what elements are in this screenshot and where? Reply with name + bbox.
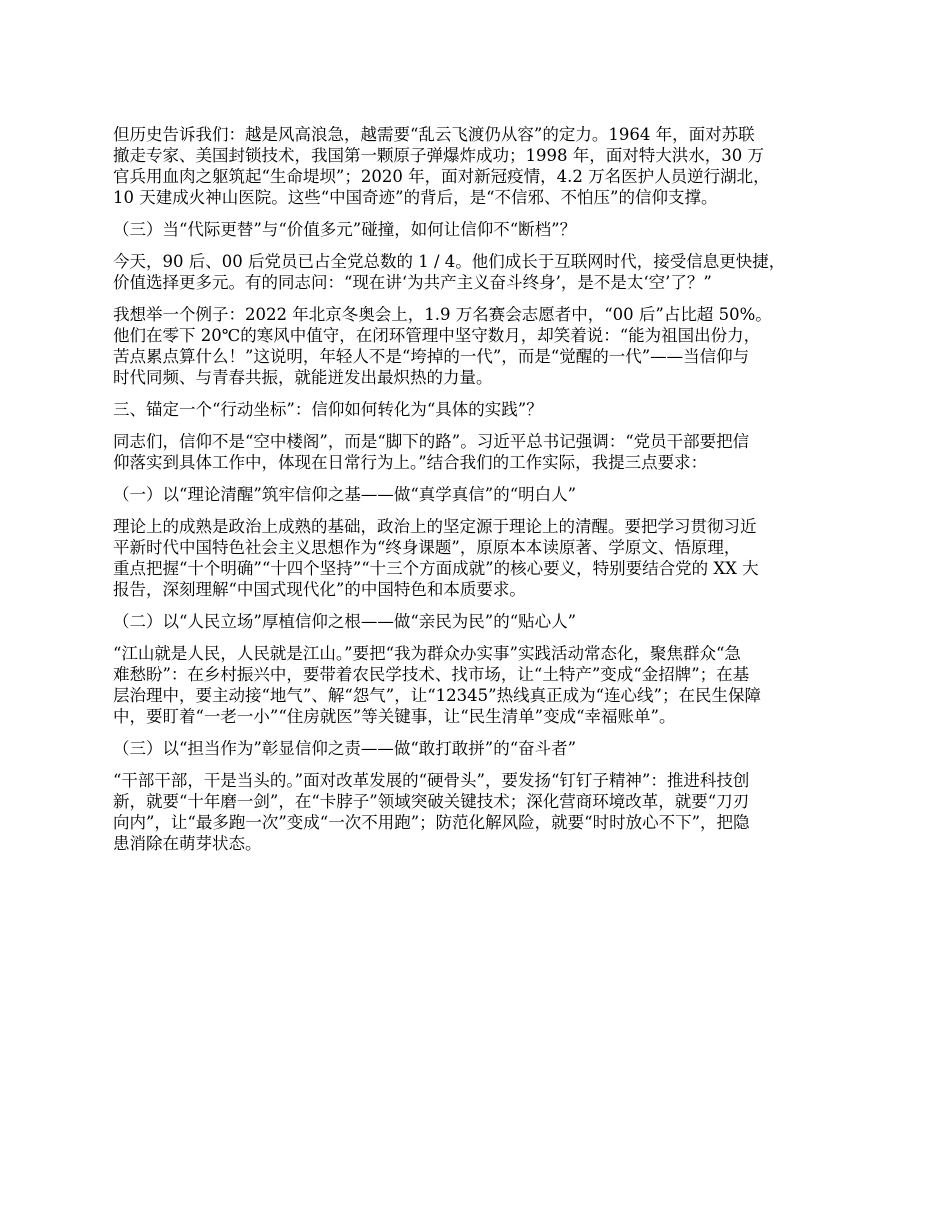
section-heading xyxy=(113,738,858,759)
text-line: 今天，90 后、00 后党员已占全党总数的 1 / 4。他们成长于互联网时代，接受信息更快捷， xyxy=(113,252,786,271)
text-line: 理论上的成熟是政治上成熟的基础，政治上的坚定源于理论上的清醒。要把学习贯彻习近 xyxy=(113,517,757,536)
body-paragraph xyxy=(113,770,858,854)
section-heading xyxy=(113,611,858,632)
text-line: （一）以“理论清醒”筑牢信仰之基——做“真学真信”的“明白人” xyxy=(113,485,577,504)
text-line: 官兵用血肉之躯筑起“生命堤坝”；2020 年，面对新冠疫情，4.2 万名医护人员逆行湖北， xyxy=(113,167,770,186)
text-line: 撤走专家、美国封锁技术，我国第一颗原子弹爆炸成功；1998 年，面对特大洪水，30 万 xyxy=(113,146,764,165)
body-paragraph xyxy=(113,431,858,473)
text-line: 平新时代中国特色社会主义思想作为“终身课题”，原原本本读原著、学原文、悟原理， xyxy=(113,538,741,557)
body-paragraph xyxy=(113,516,858,600)
text-line: 我想举一个例子：2022 年北京冬奥会上，1.9 万名赛会志愿者中，“00 后”占比超 50%。 xyxy=(113,305,772,324)
text-line: “江山就是人民，人民就是江山。”要把“我为群众办实事”实践活动常态化，聚焦群众“急 xyxy=(113,644,741,663)
text-line: 患消除在萌芽状态。 xyxy=(113,834,262,853)
section-heading xyxy=(113,399,858,420)
text-line: 中，要盯着“一老一小”“住房就医”等关键事，让“民生清单”变成“幸福账单”。 xyxy=(113,707,676,726)
text-line: 重点把握“十个明确”“十四个坚持”“十三个方面成就”的核心要义，特别要结合党的 XX 大 xyxy=(113,559,759,578)
text-line: 仰落实到具体工作中，体现在日常行为上。”结合我们的工作实际，我提三点要求： xyxy=(113,453,708,472)
section-heading xyxy=(113,484,858,505)
text-line: 他们在零下 20℃的寒风中值守，在闭环管理中坚守数月，却笑着说：“能为祖国出份力， xyxy=(113,326,761,345)
text-line: 苦点累点算什么！”这说明，年轻人不是“垮掉的一代”，而是“觉醒的一代”——当信仰与 xyxy=(113,347,750,366)
text-line: 层治理中，要主动接“地气”、解“怨气”，让“12345”热线真正成为“连心线”；在民生保障 xyxy=(113,686,761,705)
text-line: 难愁盼”：在乡村振兴中，要带着农民学技术、找市场，让“土特产”变成“金招牌”；在基 xyxy=(113,665,750,684)
body-paragraph xyxy=(113,304,858,388)
text-line: 新，就要“十年磨一剑”，在“卡脖子”领域突破关键技术；深化营商环境改革，就要“刀刃 xyxy=(113,792,750,811)
body-paragraph xyxy=(113,124,858,208)
section-heading xyxy=(113,219,858,240)
document-body xyxy=(113,124,858,865)
body-paragraph xyxy=(113,643,858,727)
text-line: 三、锚定一个“行动坐标”：信仰如何转化为“具体的实践”？ xyxy=(113,400,543,419)
text-line: 时代同频、与青春共振，就能迸发出最炽热的力量。 xyxy=(113,368,493,387)
text-line: 价值选择更多元。有的同志问：“现在讲‘为共产主义奋斗终身’，是不是太‘空’了？” xyxy=(113,273,712,292)
text-line: （三）以“担当作为”彰显信仰之责——做“敢打敢拼”的“奋斗者” xyxy=(113,739,577,758)
text-line: 报告，深刻理解“中国式现代化”的中国特色和本质要求。 xyxy=(113,580,526,599)
text-line: “干部干部，干是当头的。”面对改革发展的“硬骨头”，要发扬“钉钉子精神”：推进科技创 xyxy=(113,771,750,790)
body-paragraph xyxy=(113,251,858,293)
text-line: 同志们，信仰不是“空中楼阁”，而是“脚下的路”。习近平总书记强调：“党员干部要把信 xyxy=(113,432,750,451)
text-line: 向内”，让“最多跑一次”变成“一次不用跑”；防范化解风险，就要“时时放心不下”，把隐 xyxy=(113,813,750,832)
text-line: （二）以“人民立场”厚植信仰之根——做“亲民为民”的“贴心人” xyxy=(113,612,577,631)
text-line: 但历史告诉我们：越是风高浪急，越需要“乱云飞渡仍从容”的定力。1964 年，面对苏联 xyxy=(113,125,755,144)
text-line: （三）当“代际更替”与“价值多元”碰撞，如何让信仰不“断档”？ xyxy=(113,220,577,239)
text-line: 10 天建成火神山医院。这些“中国奇迹”的背后，是“不信邪、不怕压”的信仰支撑。 xyxy=(113,188,718,207)
